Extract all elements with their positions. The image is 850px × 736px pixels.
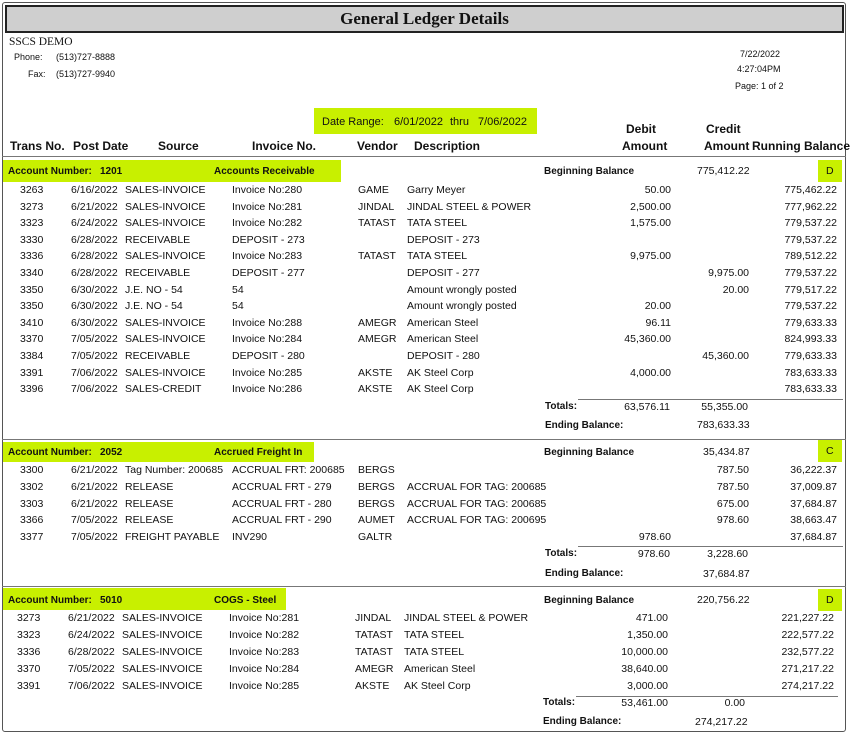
running-balance: 779,633.33 xyxy=(784,350,837,362)
description: Garry Meyer xyxy=(407,184,466,196)
source: SALES-INVOICE xyxy=(125,333,206,346)
phone-value: (513)727-8888 xyxy=(56,52,116,62)
invoice-no: DEPOSIT - 273 xyxy=(232,233,305,246)
col-trans-no: Trans No. xyxy=(10,139,65,153)
post-date: 6/30/2022 xyxy=(71,283,118,296)
running-balance: 779,537.22 xyxy=(784,233,837,246)
col-invoice-no: Invoice No. xyxy=(252,139,317,153)
post-date: 7/06/2022 xyxy=(68,679,115,692)
post-date: 7/05/2022 xyxy=(68,662,115,675)
post-date: 6/28/2022 xyxy=(71,267,118,279)
trans-no: 3370 xyxy=(20,333,44,346)
description: AK Steel Corp xyxy=(407,366,474,379)
post-date: 6/16/2022 xyxy=(71,184,118,196)
source: SALES-CREDIT xyxy=(125,383,202,396)
running-balance: 775,462.22 xyxy=(784,184,837,196)
dc-indicator: D xyxy=(826,165,834,177)
debit-amount: 471.00 xyxy=(635,612,668,624)
totals-rule xyxy=(578,399,843,400)
source: SALES-INVOICE xyxy=(125,184,206,196)
ending-balance-value: 783,633.33 xyxy=(697,419,750,431)
date-range-thru: thru xyxy=(450,116,469,128)
post-date: 7/05/2022 xyxy=(71,350,118,362)
debit-amount: 10,000.00 xyxy=(621,645,668,658)
beginning-balance-value: 35,434.87 xyxy=(703,446,750,458)
source: SALES-INVOICE xyxy=(122,662,203,675)
debit-amount: 38,640.00 xyxy=(621,662,668,675)
invoice-no: Invoice No:282 xyxy=(232,217,303,230)
trans-no: 3302 xyxy=(20,480,44,493)
source: J.E. NO - 54 xyxy=(125,300,183,313)
table-row xyxy=(0,300,850,316)
source: SALES-INVOICE xyxy=(125,366,206,379)
vendor: BERGS xyxy=(358,480,395,493)
section-divider xyxy=(2,586,846,587)
source: Tag Number: 200685 xyxy=(125,464,224,476)
table-row xyxy=(0,333,850,349)
dc-indicator: D xyxy=(826,594,834,606)
beginning-balance-label: Beginning Balance xyxy=(544,166,635,177)
vendor: JINDAL xyxy=(355,612,392,624)
account-number-label: Account Number: xyxy=(8,595,92,606)
invoice-no: Invoice No:285 xyxy=(232,366,303,379)
trans-no: 3336 xyxy=(20,250,44,263)
col-credit-bottom: Amount xyxy=(704,139,750,153)
trans-no: 3273 xyxy=(20,200,44,213)
phone-label: Phone: xyxy=(14,52,43,62)
vendor: AMEGR xyxy=(358,333,397,346)
description: AK Steel Corp xyxy=(407,383,474,396)
totals-label: Totals: xyxy=(543,697,576,708)
running-balance: 37,009.87 xyxy=(790,480,837,493)
source: SALES-INVOICE xyxy=(125,250,206,263)
credit-amount: 978.60 xyxy=(716,514,749,527)
vendor: TATAST xyxy=(355,645,393,658)
source: RECEIVABLE xyxy=(125,233,191,246)
vendor: AKSTE xyxy=(358,383,393,396)
invoice-no: Invoice No:281 xyxy=(232,200,303,213)
trans-no: 3384 xyxy=(20,350,44,362)
post-date: 6/21/2022 xyxy=(71,480,118,493)
debit-amount: 50.00 xyxy=(644,184,671,196)
running-balance: 779,537.22 xyxy=(784,267,837,279)
trans-no: 3300 xyxy=(20,464,44,476)
table-row xyxy=(0,317,850,333)
col-running-balance: Running Balance xyxy=(752,139,850,153)
table-row xyxy=(0,350,850,366)
trans-no: 3391 xyxy=(20,366,44,379)
source: RELEASE xyxy=(125,497,174,510)
running-balance: 222,577.22 xyxy=(781,628,834,641)
post-date: 7/05/2022 xyxy=(71,531,118,544)
debit-amount: 3,000.00 xyxy=(627,679,668,692)
vendor: GALTR xyxy=(358,531,393,544)
description: Amount wrongly posted xyxy=(407,300,517,313)
post-date: 6/24/2022 xyxy=(68,628,115,641)
post-date: 6/28/2022 xyxy=(68,645,115,658)
table-row xyxy=(0,201,850,217)
debit-amount: 45,360.00 xyxy=(624,333,671,346)
trans-no: 3350 xyxy=(20,283,44,296)
trans-no: 3340 xyxy=(20,267,44,279)
col-credit-top: Credit xyxy=(706,122,741,136)
debit-amount: 9,975.00 xyxy=(630,250,671,263)
running-balance: 783,633.33 xyxy=(784,383,837,396)
total-credit: 55,355.00 xyxy=(701,401,748,413)
vendor: BERGS xyxy=(358,464,395,476)
total-debit: 978.60 xyxy=(637,548,670,560)
description: American Steel xyxy=(404,662,476,675)
running-balance: 221,227.22 xyxy=(781,612,834,624)
invoice-no: ACCRUAL FRT: 200685 xyxy=(232,464,345,476)
debit-amount: 20.00 xyxy=(644,300,671,313)
running-balance: 271,217.22 xyxy=(781,662,834,675)
trans-no: 3273 xyxy=(17,612,41,624)
vendor: AKSTE xyxy=(355,679,390,692)
invoice-no: Invoice No:283 xyxy=(232,250,303,263)
col-vendor: Vendor xyxy=(357,139,398,153)
trans-no: 3303 xyxy=(20,497,44,510)
vendor: AMEGR xyxy=(358,316,397,329)
invoice-no: Invoice No:284 xyxy=(229,662,300,675)
debit-amount: 2,500.00 xyxy=(630,200,671,213)
account-number: 1201 xyxy=(100,166,123,177)
table-row xyxy=(0,267,850,283)
invoice-no: Invoice No:283 xyxy=(229,645,300,658)
date-range-label: Date Range: xyxy=(322,116,384,128)
running-balance: 824,993.33 xyxy=(784,333,837,346)
trans-no: 3263 xyxy=(20,184,44,196)
vendor: BERGS xyxy=(358,497,395,510)
trans-no: 3350 xyxy=(20,300,44,313)
trans-no: 3366 xyxy=(20,514,44,527)
description: DEPOSIT - 273 xyxy=(407,233,480,246)
description: TATA STEEL xyxy=(404,628,465,641)
invoice-no: ACCRUAL FRT - 290 xyxy=(232,514,332,527)
description: American Steel xyxy=(407,333,479,346)
post-date: 6/21/2022 xyxy=(71,497,118,510)
vendor: TATAST xyxy=(358,250,396,263)
section-divider xyxy=(2,439,846,440)
col-debit-top: Debit xyxy=(626,122,656,136)
source: SALES-INVOICE xyxy=(125,200,206,213)
account-number: 2052 xyxy=(100,447,123,458)
vendor: TATAST xyxy=(358,217,396,230)
total-debit: 63,576.11 xyxy=(624,401,670,413)
trans-no: 3391 xyxy=(17,679,41,692)
trans-no: 3336 xyxy=(17,645,41,658)
col-source: Source xyxy=(158,139,199,153)
running-balance: 37,684.87 xyxy=(790,531,837,544)
description: DEPOSIT - 280 xyxy=(407,350,480,362)
totals-label: Totals: xyxy=(545,548,578,559)
table-row xyxy=(0,680,850,696)
ending-balance-label: Ending Balance: xyxy=(545,420,624,431)
credit-amount: 787.50 xyxy=(716,480,749,493)
table-row xyxy=(0,184,850,200)
vendor: AMEGR xyxy=(355,662,394,675)
invoice-no: Invoice No:280 xyxy=(232,184,303,196)
running-balance: 37,684.87 xyxy=(790,497,837,510)
post-date: 6/28/2022 xyxy=(71,233,118,246)
running-balance: 783,633.33 xyxy=(784,366,837,379)
trans-no: 3330 xyxy=(20,233,44,246)
running-balance: 38,663.47 xyxy=(790,514,837,527)
account-name: Accrued Freight In xyxy=(214,447,303,458)
invoice-no: DEPOSIT - 280 xyxy=(232,350,305,362)
source: FREIGHT PAYABLE xyxy=(125,531,220,544)
account-number-label: Account Number: xyxy=(8,447,92,458)
description: AK Steel Corp xyxy=(404,679,471,692)
post-date: 7/06/2022 xyxy=(71,383,118,396)
debit-amount: 1,350.00 xyxy=(627,628,668,641)
total-debit: 53,461.00 xyxy=(621,697,668,709)
debit-amount: 4,000.00 xyxy=(630,366,671,379)
date-range-to: 7/06/2022 xyxy=(478,116,527,128)
running-balance: 777,962.22 xyxy=(784,200,837,213)
print-date: 7/22/2022 xyxy=(740,49,781,59)
description: DEPOSIT - 277 xyxy=(407,267,480,279)
table-row xyxy=(0,481,850,497)
post-date: 7/05/2022 xyxy=(71,514,118,527)
invoice-no: Invoice No:286 xyxy=(232,383,303,396)
credit-amount: 675.00 xyxy=(716,497,749,510)
description: ACCRUAL FOR TAG: 200695 xyxy=(407,514,547,527)
source: SALES-INVOICE xyxy=(122,679,203,692)
table-row xyxy=(0,612,850,628)
ending-balance-value: 274,217.22 xyxy=(695,716,748,728)
trans-no: 3323 xyxy=(17,628,41,641)
print-time: 4:27:04PM xyxy=(737,64,781,74)
dc-indicator: C xyxy=(826,445,834,457)
total-credit: 3,228.60 xyxy=(707,548,748,560)
table-row xyxy=(0,250,850,266)
post-date: 7/06/2022 xyxy=(71,366,118,379)
vendor: JINDAL xyxy=(358,200,395,213)
page-number: Page: 1 of 2 xyxy=(735,81,784,91)
invoice-no: Invoice No:281 xyxy=(229,612,300,624)
account-number-label: Account Number: xyxy=(8,166,92,177)
col-post-date: Post Date xyxy=(73,139,129,153)
invoice-no: Invoice No:288 xyxy=(232,316,303,329)
beginning-balance-value: 220,756.22 xyxy=(697,594,750,606)
vendor: GAME xyxy=(358,184,389,196)
totals-label: Totals: xyxy=(545,401,578,412)
post-date: 6/30/2022 xyxy=(71,300,118,313)
source: RECEIVABLE xyxy=(125,350,191,362)
vendor: AUMET xyxy=(358,514,395,527)
invoice-no: Invoice No:284 xyxy=(232,333,303,346)
debit-amount: 96.11 xyxy=(645,316,671,329)
invoice-no: INV290 xyxy=(232,531,268,544)
account-number: 5010 xyxy=(100,595,123,606)
credit-amount: 45,360.00 xyxy=(702,350,749,362)
table-row xyxy=(0,663,850,679)
ending-balance-label: Ending Balance: xyxy=(545,568,624,579)
table-row xyxy=(0,217,850,233)
account-name: Accounts Receivable xyxy=(214,166,315,177)
table-row xyxy=(0,646,850,662)
debit-amount: 1,575.00 xyxy=(630,217,671,230)
running-balance: 232,577.22 xyxy=(781,645,834,658)
description: American Steel xyxy=(407,316,479,329)
trans-no: 3323 xyxy=(20,217,44,230)
description: TATA STEEL xyxy=(404,645,465,658)
invoice-no: ACCRUAL FRT - 280 xyxy=(232,497,332,510)
ending-balance-label: Ending Balance: xyxy=(543,716,622,727)
source: J.E. NO - 54 xyxy=(125,283,183,296)
invoice-no: DEPOSIT - 277 xyxy=(232,267,305,279)
date-range-from: 6/01/2022 xyxy=(394,116,443,128)
running-balance: 274,217.22 xyxy=(781,679,834,692)
report-title: General Ledger Details xyxy=(5,5,844,33)
beginning-balance-label: Beginning Balance xyxy=(544,595,635,606)
post-date: 6/24/2022 xyxy=(71,217,118,230)
running-balance: 36,222.37 xyxy=(790,464,837,476)
post-date: 6/21/2022 xyxy=(71,464,118,476)
source: SALES-INVOICE xyxy=(122,612,203,624)
post-date: 6/21/2022 xyxy=(68,612,115,624)
col-debit-bottom: Amount xyxy=(622,139,668,153)
source: RELEASE xyxy=(125,514,174,527)
trans-no: 3377 xyxy=(20,531,44,544)
beginning-balance-value: 775,412.22 xyxy=(697,165,750,177)
running-balance: 779,517.22 xyxy=(784,283,837,296)
invoice-no: Invoice No:285 xyxy=(229,679,300,692)
description: JINDAL STEEL & POWER xyxy=(404,612,529,624)
section-divider xyxy=(2,156,846,157)
invoice-no: Invoice No:282 xyxy=(229,628,300,641)
credit-amount: 9,975.00 xyxy=(708,267,749,279)
fax-label: Fax: xyxy=(28,69,46,79)
table-row xyxy=(0,383,850,399)
table-row xyxy=(0,531,850,547)
post-date: 7/05/2022 xyxy=(71,333,118,346)
invoice-no: 54 xyxy=(232,283,244,296)
table-row xyxy=(0,234,850,250)
running-balance: 779,633.33 xyxy=(784,316,837,329)
beginning-balance-label: Beginning Balance xyxy=(544,447,635,458)
total-credit: 0.00 xyxy=(724,697,745,709)
table-row xyxy=(0,498,850,514)
vendor: AKSTE xyxy=(358,366,393,379)
table-row xyxy=(0,464,850,480)
vendor: TATAST xyxy=(355,628,393,641)
table-row xyxy=(0,514,850,530)
debit-amount: 978.60 xyxy=(638,531,671,544)
post-date: 6/21/2022 xyxy=(71,200,118,213)
running-balance: 789,512.22 xyxy=(784,250,837,263)
table-row xyxy=(0,284,850,300)
description: ACCRUAL FOR TAG: 200685 xyxy=(407,497,547,510)
credit-amount: 787.50 xyxy=(716,464,749,476)
fax-value: (513)727-9940 xyxy=(56,69,116,79)
ending-balance-value: 37,684.87 xyxy=(703,568,750,580)
description: JINDAL STEEL & POWER xyxy=(407,200,532,213)
table-row xyxy=(0,367,850,383)
source: SALES-INVOICE xyxy=(122,645,203,658)
table-row xyxy=(0,629,850,645)
description: TATA STEEL xyxy=(407,217,468,230)
source: SALES-INVOICE xyxy=(122,628,203,641)
post-date: 6/28/2022 xyxy=(71,250,118,263)
invoice-no: 54 xyxy=(232,300,244,313)
source: SALES-INVOICE xyxy=(125,217,206,230)
credit-amount: 20.00 xyxy=(722,283,749,296)
source: SALES-INVOICE xyxy=(125,316,206,329)
description: Amount wrongly posted xyxy=(407,283,517,296)
description: TATA STEEL xyxy=(407,250,468,263)
company-name: SSCS DEMO xyxy=(9,36,73,48)
trans-no: 3370 xyxy=(17,662,41,675)
source: RECEIVABLE xyxy=(125,267,191,279)
trans-no: 3410 xyxy=(20,316,44,329)
invoice-no: ACCRUAL FRT - 279 xyxy=(232,480,332,493)
running-balance: 779,537.22 xyxy=(784,300,837,313)
col-description: Description xyxy=(414,139,481,153)
totals-rule xyxy=(578,546,843,547)
running-balance: 779,537.22 xyxy=(784,217,837,230)
account-name: COGS - Steel xyxy=(214,595,277,606)
source: RELEASE xyxy=(125,480,174,493)
post-date: 6/30/2022 xyxy=(71,316,118,329)
trans-no: 3396 xyxy=(20,383,44,396)
description: ACCRUAL FOR TAG: 200685 xyxy=(407,480,547,493)
